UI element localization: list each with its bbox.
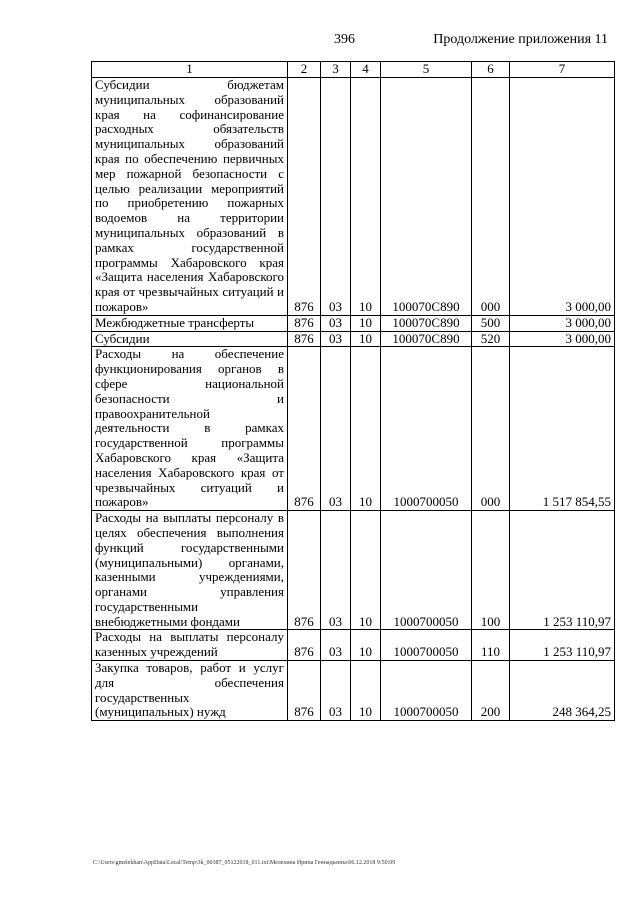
row-description: Субсидии — [92, 331, 288, 347]
cell-section: 03 — [321, 630, 351, 661]
cell-expense-type: 110 — [472, 630, 510, 661]
row-description: Межбюджетные трансферты — [92, 315, 288, 331]
column-header-row — [92, 62, 615, 78]
cell-amount: 3 000,00 — [510, 331, 615, 347]
row-description: Субсидии бюджетам муниципальных образований края на софинансирование расходных обязательств муниципальных образований края по обеспечению первичных мер пожарной безопасности с целью реализации мероприятий по приобретению пожарных водоемов на территории муниципальных образований в рамках государственной программы Хабаровского края «Защита населения Хабаровского края от чрезвычайных ситуаций и пожаров» — [92, 78, 288, 316]
cell-target-code: 100070С890 — [381, 331, 472, 347]
cell-target-code: 1000700050 — [381, 661, 472, 721]
cell-ministry: 876 — [288, 630, 321, 661]
continuation-label: Продолжение приложения 11 — [433, 32, 608, 47]
cell-amount: 1 253 110,97 — [510, 630, 615, 661]
cell-subsection: 10 — [351, 347, 381, 511]
cell-subsection: 10 — [351, 661, 381, 721]
cell-amount: 1 517 854,55 — [510, 347, 615, 511]
cell-target-code: 1000700050 — [381, 630, 472, 661]
column-header: 2 — [288, 62, 321, 78]
cell-section: 03 — [321, 78, 351, 316]
cell-expense-type: 500 — [472, 315, 510, 331]
row-description: Расходы на выплаты персоналу казенных учреждений — [92, 630, 288, 661]
cell-ministry: 876 — [288, 78, 321, 316]
cell-subsection: 10 — [351, 331, 381, 347]
table-row — [92, 630, 615, 661]
budget-table — [91, 61, 615, 721]
cell-ministry: 876 — [288, 661, 321, 721]
column-header: 1 — [92, 62, 288, 78]
cell-subsection: 10 — [351, 78, 381, 316]
table-row — [92, 511, 615, 630]
table-row — [92, 78, 615, 316]
cell-ministry: 876 — [288, 315, 321, 331]
table-row — [92, 347, 615, 511]
column-header: 5 — [381, 62, 472, 78]
cell-expense-type: 200 — [472, 661, 510, 721]
table-row — [92, 661, 615, 721]
cell-section: 03 — [321, 315, 351, 331]
cell-expense-type: 100 — [472, 511, 510, 630]
cell-target-code: 1000700050 — [381, 347, 472, 511]
cell-target-code: 100070С890 — [381, 315, 472, 331]
row-description: Расходы на обеспечение функционирования органов в сфере национальной безопасности и правоохранительной деятельности в рамках государственной программы Хабаровского края «Защита населения Хабаровского края от чрезвычайных ситуаций и пожаров» — [92, 347, 288, 511]
table-row — [92, 315, 615, 331]
cell-expense-type: 000 — [472, 78, 510, 316]
cell-amount: 1 253 110,97 — [510, 511, 615, 630]
cell-ministry: 876 — [288, 331, 321, 347]
page-header — [0, 32, 640, 50]
cell-subsection: 10 — [351, 315, 381, 331]
cell-expense-type: 520 — [472, 331, 510, 347]
cell-subsection: 10 — [351, 630, 381, 661]
cell-expense-type: 000 — [472, 347, 510, 511]
cell-target-code: 100070С890 — [381, 78, 472, 316]
cell-section: 03 — [321, 511, 351, 630]
cell-amount: 3 000,00 — [510, 315, 615, 331]
cell-ministry: 876 — [288, 511, 321, 630]
cell-target-code: 1000700050 — [381, 511, 472, 630]
column-header: 6 — [472, 62, 510, 78]
cell-section: 03 — [321, 347, 351, 511]
cell-amount: 248 364,25 — [510, 661, 615, 721]
cell-amount: 3 000,00 — [510, 78, 615, 316]
file-path-footer: C:\Users\gmelekhan\AppData\Local\Temp\3k_00387_05122018_011.txt\Мелехина Ирина Геннадьевна\06.12.2018 9:50:09 — [93, 860, 396, 866]
row-description: Расходы на выплаты персоналу в целях обеспечения выполнения функций государственными (муниципальными) органами, казенными учреждениями, органами управления государственными внебюджетными фондами — [92, 511, 288, 630]
cell-subsection: 10 — [351, 511, 381, 630]
row-description: Закупка товаров, работ и услуг для обеспечения государственных (муниципальных) нужд — [92, 661, 288, 721]
column-header: 4 — [351, 62, 381, 78]
cell-section: 03 — [321, 661, 351, 721]
cell-ministry: 876 — [288, 347, 321, 511]
page-number: 396 — [334, 32, 355, 47]
column-header: 7 — [510, 62, 615, 78]
column-header: 3 — [321, 62, 351, 78]
cell-section: 03 — [321, 331, 351, 347]
table-row — [92, 331, 615, 347]
